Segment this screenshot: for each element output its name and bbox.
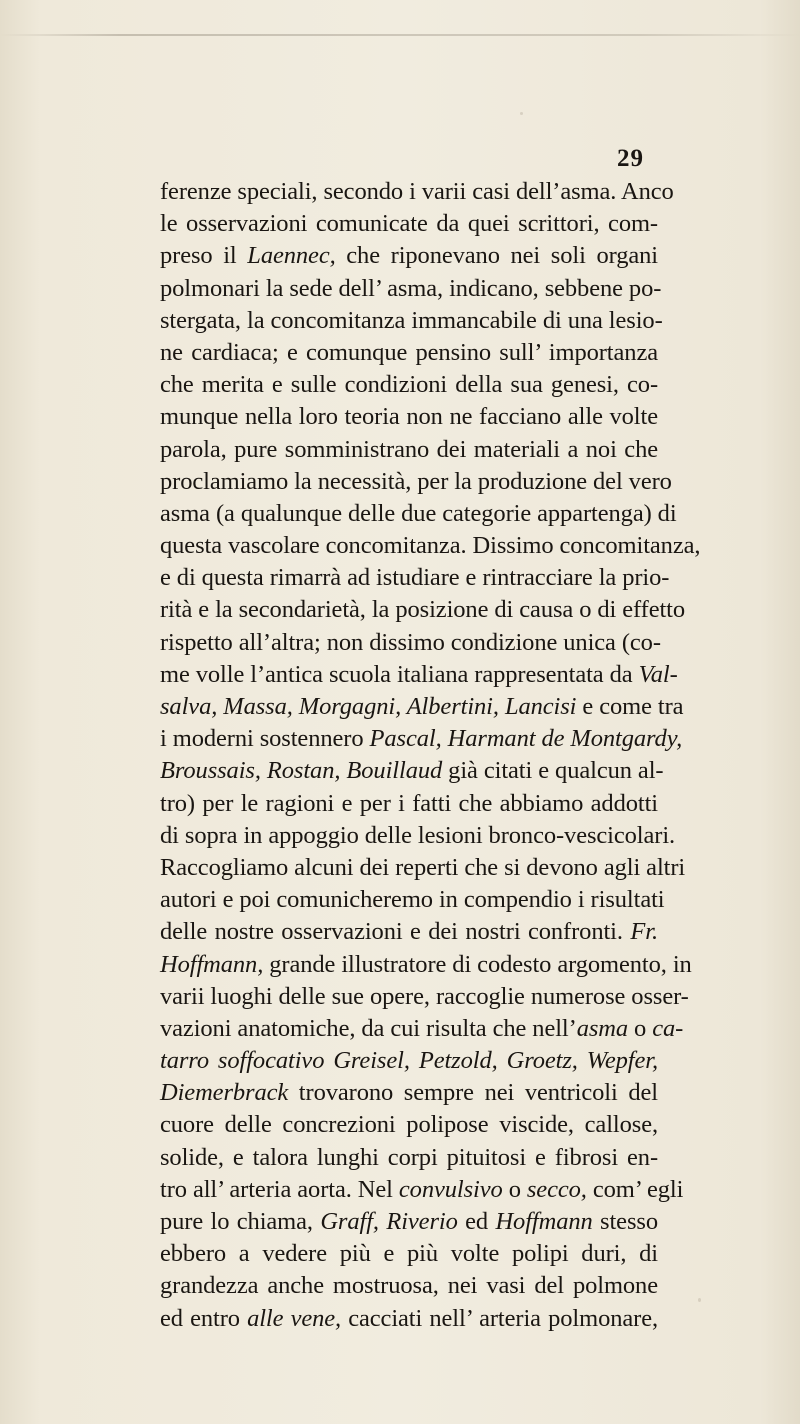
text-run: trovarono sempre nei ventricoli del xyxy=(288,1079,658,1107)
text-line xyxy=(160,240,658,272)
text-line xyxy=(160,788,658,820)
text-line xyxy=(160,1077,658,1109)
text-line xyxy=(160,369,658,401)
text-line xyxy=(160,627,661,659)
text-run: com’ egli xyxy=(586,1175,684,1203)
text-run: già citati e qualcun al- xyxy=(442,757,664,785)
text-line xyxy=(160,1013,684,1045)
text-run: ne cardiaca; e comunque pensino sull’ importanza xyxy=(160,338,658,366)
italic-text: asma xyxy=(576,1014,629,1042)
text-line xyxy=(160,498,677,530)
text-run: munque nella loro teoria non ne facciano alle volte xyxy=(160,403,658,431)
text-line xyxy=(160,916,658,948)
italic-text: Hoffmann xyxy=(495,1208,593,1235)
text-run: delle nostre osservazioni e dei nostri confronti. xyxy=(160,918,631,946)
text-run: che riponevano nei soli organi xyxy=(335,242,658,270)
text-run: preso il xyxy=(160,242,248,270)
text-run: o xyxy=(628,1014,653,1042)
italic-text: Hoffmann, xyxy=(160,950,264,978)
text-line xyxy=(160,1238,658,1270)
text-run: vazioni anatomiche, da cui risulta che nell’ xyxy=(160,1014,577,1042)
text-run: e come tra xyxy=(576,693,684,720)
text-line xyxy=(160,1045,658,1077)
text-run: polmonari la sede dell’ asma, indicano, sebbene po- xyxy=(160,274,662,302)
text-run: proclamiamo la necessità, per la produzione del vero xyxy=(160,467,672,495)
text-run: cacciati nell’ arteria polmonare, xyxy=(341,1304,658,1332)
italic-text: Val- xyxy=(638,660,678,688)
body-text xyxy=(160,176,701,1335)
text-run: cuore delle concrezioni polipose viscide, callose, xyxy=(160,1111,658,1139)
text-run: questa vascolare concomitanza. Dissimo concomitanza, xyxy=(160,532,701,560)
italic-text: secco, xyxy=(526,1175,587,1203)
text-run: ebbero a vedere più e più volte polipi duri, di xyxy=(160,1240,658,1268)
italic-text: Diemerbrack xyxy=(160,1079,289,1107)
page-number: 29 xyxy=(617,145,644,172)
text-line xyxy=(160,530,701,562)
text-run: Raccogliamo alcuni dei reperti che si devono agli altri xyxy=(160,853,686,881)
text-run: grande illustratore di codesto argomento, in xyxy=(263,950,692,978)
text-line xyxy=(160,562,670,594)
text-run: me volle l’antica scuola italiana rappresentata da xyxy=(160,660,639,688)
text-line xyxy=(160,1270,658,1302)
italic-text: alle vene, xyxy=(247,1304,342,1332)
text-run: i moderni sostennero xyxy=(160,725,370,753)
text-run: o xyxy=(502,1175,527,1203)
text-line xyxy=(160,659,678,691)
text-line xyxy=(160,466,672,498)
text-line xyxy=(160,1142,658,1174)
text-run: che merita e sulle condizioni della sua genesi, co- xyxy=(160,371,658,399)
text-line xyxy=(160,434,658,466)
text-run: tro) per le ragioni e per i fatti che abbiamo addotti xyxy=(160,789,658,817)
paper-speck xyxy=(520,112,523,115)
italic-text: Broussais, Rostan, Bouillaud xyxy=(160,757,443,785)
text-run: stesso xyxy=(592,1208,658,1235)
text-run: stergata, la concomitanza immancabile di una lesio- xyxy=(160,306,663,334)
text-line xyxy=(160,594,686,626)
text-run: le osservazioni comunicate da quei scrittori, com- xyxy=(160,210,658,238)
text-run: varii luoghi delle sue opere, raccoglie numerose osser- xyxy=(160,982,689,1010)
paper-speck xyxy=(698,1298,701,1302)
text-line xyxy=(160,820,676,852)
text-run: ed entro xyxy=(160,1304,248,1332)
text-line xyxy=(160,401,658,433)
italic-text: salva, Massa, Morgagni, Albertini, Lancisi xyxy=(160,693,577,720)
text-line xyxy=(160,273,662,305)
text-run: ferenze speciali, secondo i varii casi dell’asma. Anco xyxy=(160,178,674,205)
text-line xyxy=(160,1174,684,1206)
text-line xyxy=(160,884,665,916)
text-line xyxy=(160,1303,658,1335)
text-line xyxy=(160,1206,658,1238)
text-run: solide, e talora lunghi corpi pituitosi e fibrosi en- xyxy=(160,1143,658,1171)
text-run: parola, pure somministrano dei materiali a noi che xyxy=(160,435,658,463)
text-line xyxy=(160,949,692,981)
text-run: grandezza anche mostruosa, nei vasi del polmone xyxy=(160,1272,658,1300)
italic-text: Fr. xyxy=(630,918,658,946)
text-line xyxy=(160,723,683,755)
text-run: asma (a qualunque delle due categorie appartenga) di xyxy=(160,499,677,527)
text-line xyxy=(160,1109,658,1141)
text-line xyxy=(160,176,674,208)
text-line xyxy=(160,691,684,723)
text-line xyxy=(160,852,686,884)
text-run: di sopra in appoggio delle lesioni bronco-vescicolari. xyxy=(160,821,676,849)
italic-text: ca- xyxy=(652,1014,684,1042)
text-line xyxy=(160,981,689,1013)
text-line xyxy=(160,208,658,240)
italic-text: convulsivo xyxy=(398,1175,503,1203)
text-run: autori e poi comunicheremo in compendio i risultati xyxy=(160,886,665,914)
italic-text: tarro soffocativo Greisel, Petzold, Groetz, Wepfer, xyxy=(160,1047,658,1075)
text-line xyxy=(160,755,664,787)
text-run: rità e la secondarietà, la posizione di causa o di effetto xyxy=(160,596,686,624)
italic-text: Laennec, xyxy=(247,242,336,270)
italic-text: Graff, Riverio xyxy=(320,1208,458,1235)
text-run: tro all’ arteria aorta. Nel xyxy=(160,1175,399,1203)
italic-text: Pascal, Harmant de Montgardy, xyxy=(369,725,683,753)
page-edge-shadow xyxy=(0,34,800,36)
text-run: rispetto all’altra; non dissimo condizione unica (co- xyxy=(160,628,661,656)
text-run: e di questa rimarrà ad istudiare e rintracciare la prio- xyxy=(160,564,670,592)
text-run: pure lo chiama, xyxy=(160,1208,321,1235)
text-run: ed xyxy=(457,1208,496,1235)
text-line xyxy=(160,337,658,369)
text-line xyxy=(160,305,663,337)
